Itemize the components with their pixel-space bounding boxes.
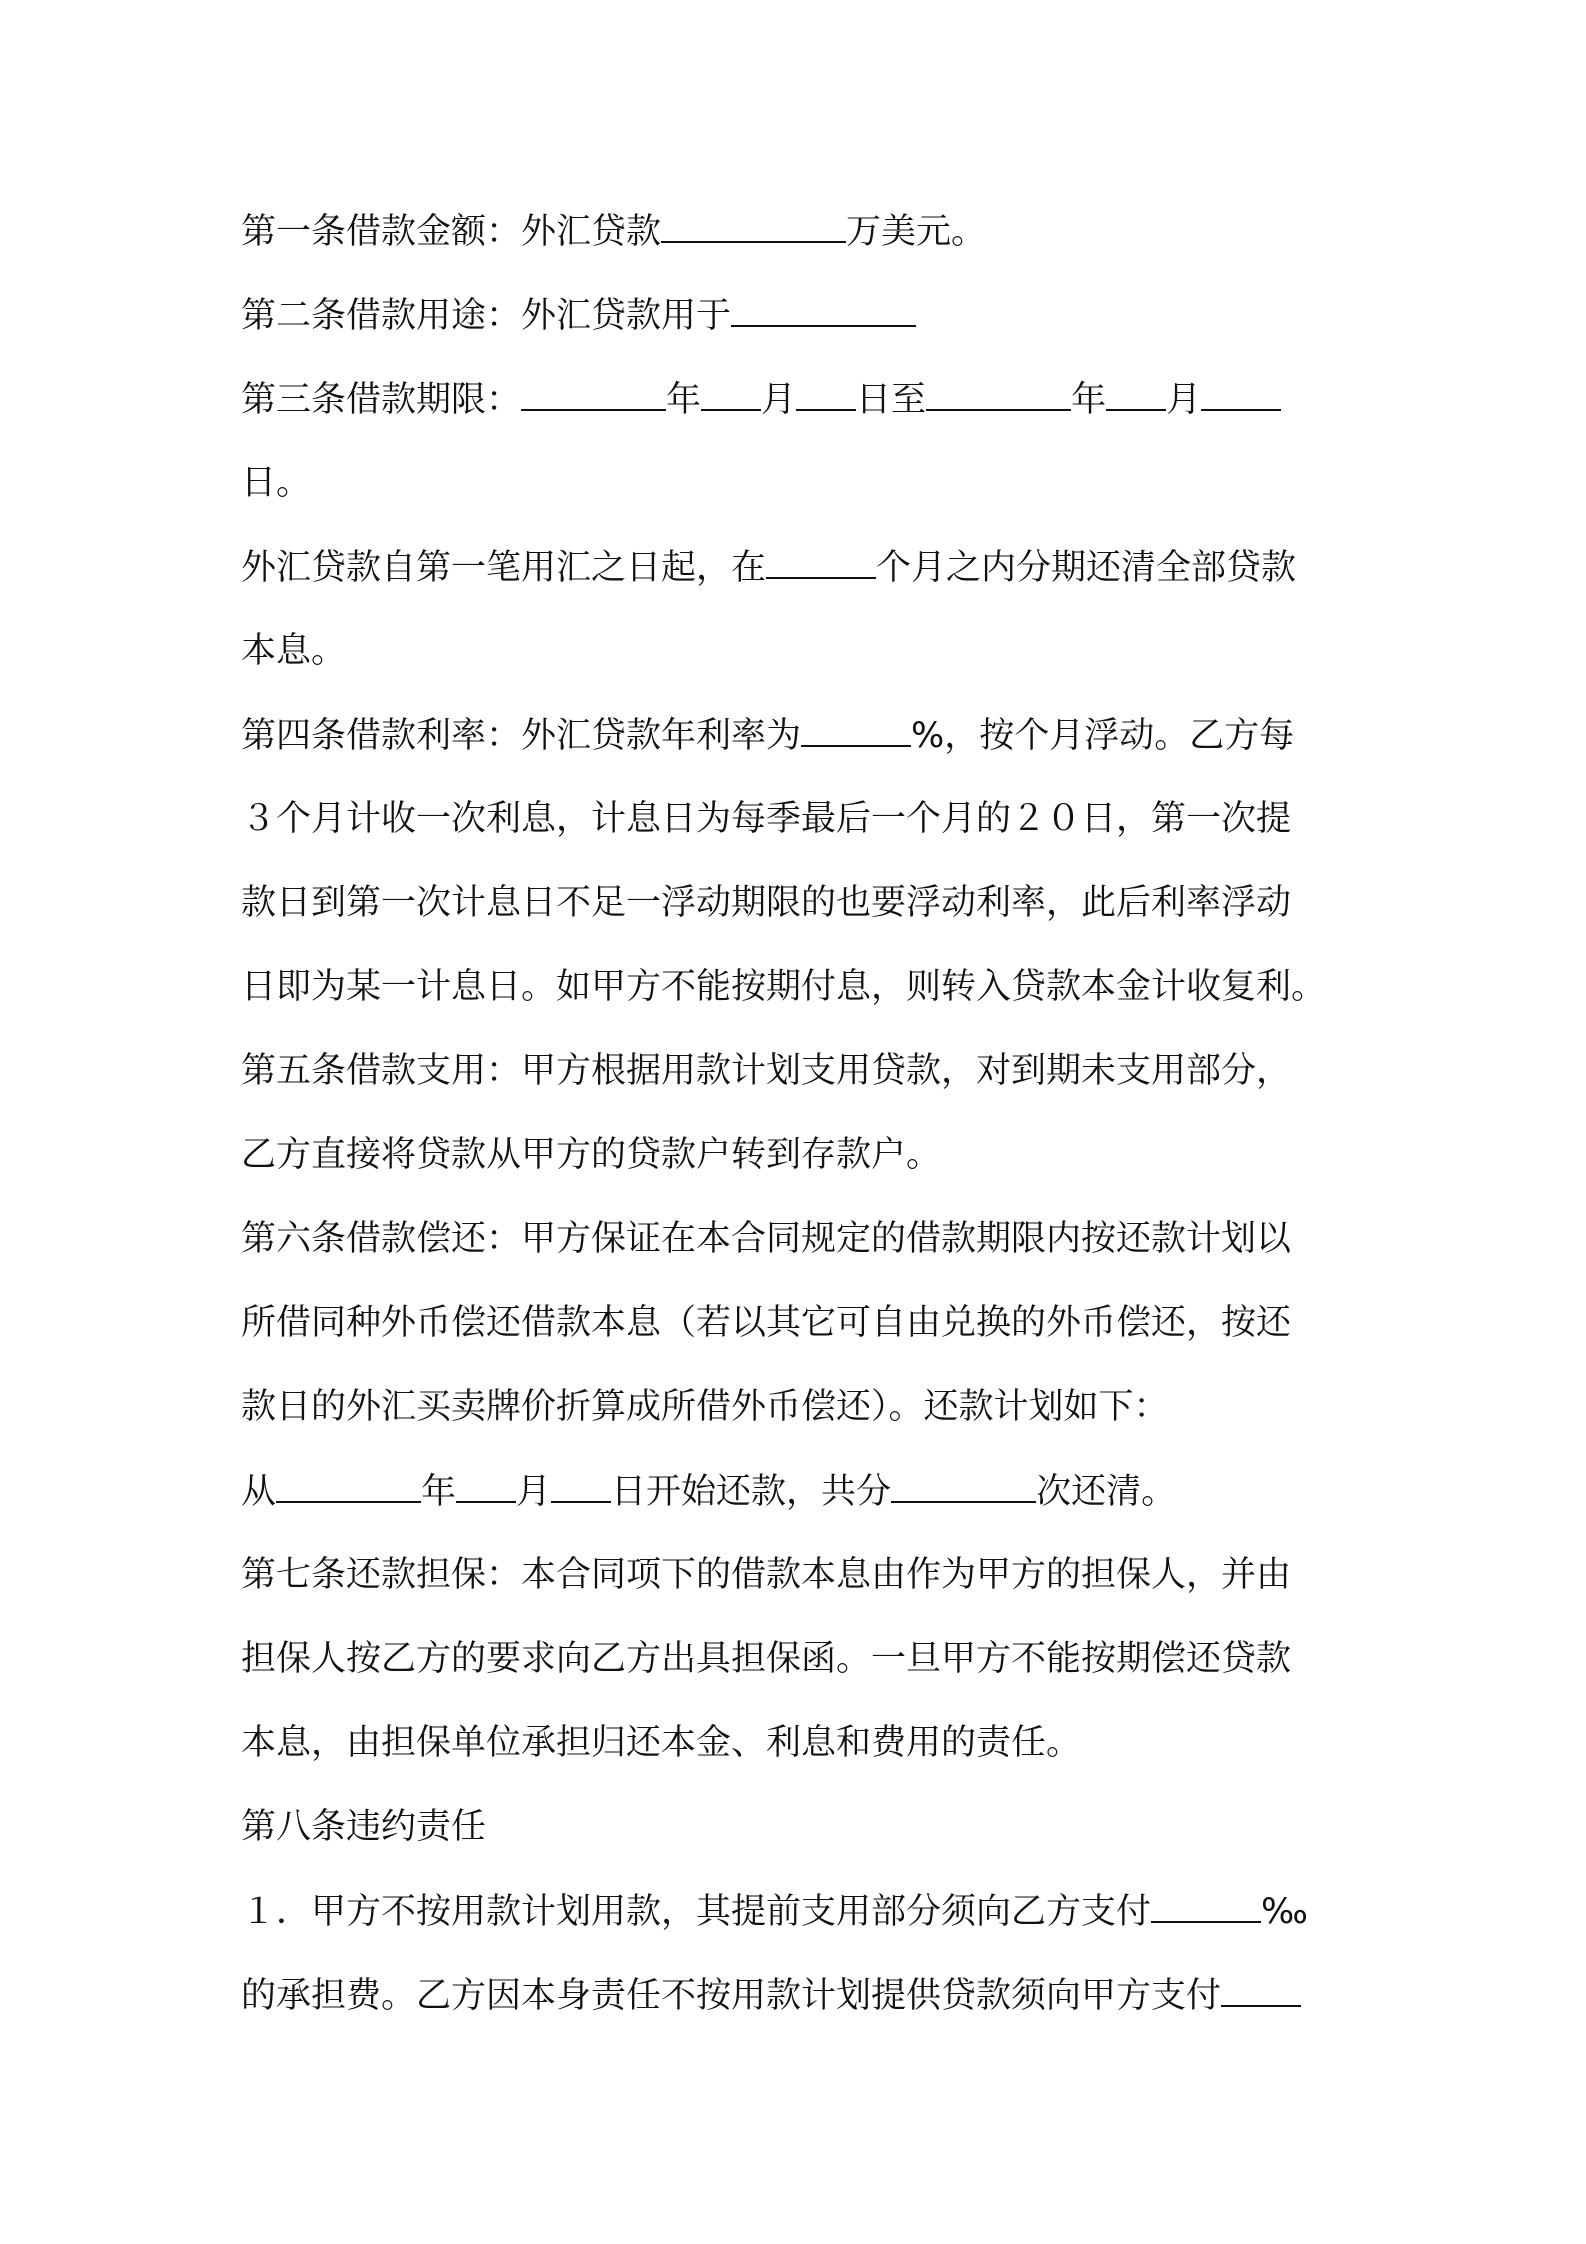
text: 年 bbox=[421, 1472, 457, 1512]
text: 款日的外汇买卖牌价折算成所借外币偿还）。还款计划如下： bbox=[241, 1387, 1169, 1427]
article-4-interest-rate bbox=[241, 711, 1361, 759]
months-blank[interactable] bbox=[766, 543, 876, 579]
end-year-blank[interactable] bbox=[926, 375, 1071, 411]
commitment-fee-blank[interactable] bbox=[1151, 1887, 1261, 1923]
text: 年 bbox=[666, 380, 702, 420]
article-3-loan-term bbox=[241, 375, 1361, 423]
paragraph-line bbox=[241, 1719, 1361, 1767]
paragraph-line bbox=[241, 795, 1361, 843]
paragraph-line bbox=[241, 1635, 1361, 1683]
text: 所借同种外币偿还借款本息（若以其它可自由兑换的外币偿还，按还 bbox=[241, 1303, 1292, 1343]
article-5-loan-use bbox=[241, 1047, 1361, 1095]
article-2-loan-purpose bbox=[241, 291, 1361, 339]
purpose-blank[interactable] bbox=[731, 291, 916, 327]
article-8-heading bbox=[241, 1803, 1361, 1851]
text: ３个月计收一次利息，计息日为每季最后一个月的２０日，第一次提 bbox=[241, 799, 1292, 839]
paragraph-line bbox=[241, 1299, 1361, 1347]
text: 的承担费。乙方因本身责任不按用款计划提供贷款须向甲方支付 bbox=[241, 1976, 1222, 2016]
article-1-loan-amount bbox=[241, 207, 1361, 255]
text: 第五条借款支用：甲方根据用款计划支用贷款，对到期未支用部分， bbox=[241, 1051, 1292, 1091]
text: 个月之内分期还清全部贷款 bbox=[876, 548, 1297, 588]
text: 乙方直接将贷款从甲方的贷款户转到存款户。 bbox=[241, 1135, 942, 1175]
text: 万美元。 bbox=[846, 212, 987, 252]
rate-blank[interactable] bbox=[801, 711, 911, 747]
text: 担保人按乙方的要求向乙方出具担保函。一旦甲方不能按期偿还贷款 bbox=[241, 1639, 1292, 1679]
text: 第八条违约责任 bbox=[241, 1807, 487, 1847]
plan-year-blank[interactable] bbox=[276, 1467, 421, 1503]
text: 本息。 bbox=[241, 631, 347, 671]
text: 款日到第一次计息日不足一浮动期限的也要浮动利率，此后利率浮动 bbox=[241, 883, 1292, 923]
paragraph-line bbox=[241, 459, 1361, 507]
text: 从 bbox=[241, 1472, 277, 1512]
text: 日。 bbox=[241, 463, 312, 503]
text: 外汇贷款自第一笔用汇之日起，在 bbox=[241, 548, 767, 588]
text: 第六条借款偿还：甲方保证在本合同规定的借款期限内按还款计划以 bbox=[241, 1219, 1292, 1259]
text: 月 bbox=[516, 1472, 552, 1512]
text: 第三条借款期限： bbox=[241, 380, 522, 420]
amount-blank[interactable] bbox=[661, 207, 846, 243]
text: 日至 bbox=[856, 380, 927, 420]
text: 第一条借款金额：外汇贷款 bbox=[241, 212, 662, 252]
installments-blank[interactable] bbox=[891, 1467, 1036, 1503]
start-month-blank[interactable] bbox=[701, 375, 761, 411]
end-month-blank[interactable] bbox=[1106, 375, 1166, 411]
text: 日开始还款，共分 bbox=[611, 1472, 892, 1512]
text: 月 bbox=[1166, 380, 1202, 420]
text: 第七条还款担保：本合同项下的借款本息由作为甲方的担保人，并由 bbox=[241, 1555, 1292, 1595]
paragraph-line bbox=[241, 1971, 1361, 2019]
plan-month-blank[interactable] bbox=[456, 1467, 516, 1503]
start-day-blank[interactable] bbox=[796, 375, 856, 411]
text: %，按个月浮动。乙方每 bbox=[911, 716, 1295, 756]
paragraph-line bbox=[241, 963, 1361, 1011]
text: １．甲方不按用款计划用款，其提前支用部分须向乙方支付 bbox=[241, 1892, 1152, 1932]
text: ‰ bbox=[1261, 1892, 1308, 1932]
article-6-loan-repayment bbox=[241, 1215, 1361, 1263]
text: 次还清。 bbox=[1036, 1472, 1177, 1512]
repayment-plan-line bbox=[241, 1467, 1361, 1515]
text: 月 bbox=[761, 380, 797, 420]
start-year-blank[interactable] bbox=[521, 375, 666, 411]
text: 本息，由担保单位承担归还本金、利息和费用的责任。 bbox=[241, 1723, 1082, 1763]
paragraph-line bbox=[241, 1131, 1361, 1179]
text: 第二条借款用途：外汇贷款用于 bbox=[241, 296, 732, 336]
penalty-blank[interactable] bbox=[1221, 1971, 1301, 2007]
paragraph-line bbox=[241, 1383, 1361, 1431]
paragraph-line bbox=[241, 627, 1361, 675]
text: 第四条借款利率：外汇贷款年利率为 bbox=[241, 716, 802, 756]
article-7-repayment-guarantee bbox=[241, 1551, 1361, 1599]
clause-8-1-line bbox=[241, 1887, 1361, 1935]
plan-day-blank[interactable] bbox=[551, 1467, 611, 1503]
text: 年 bbox=[1071, 380, 1107, 420]
end-day-blank[interactable] bbox=[1201, 375, 1281, 411]
paragraph-line bbox=[241, 879, 1361, 927]
repayment-period-line bbox=[241, 543, 1361, 591]
text: 日即为某一计息日。如甲方不能按期付息，则转入贷款本金计收复利。 bbox=[241, 967, 1327, 1007]
